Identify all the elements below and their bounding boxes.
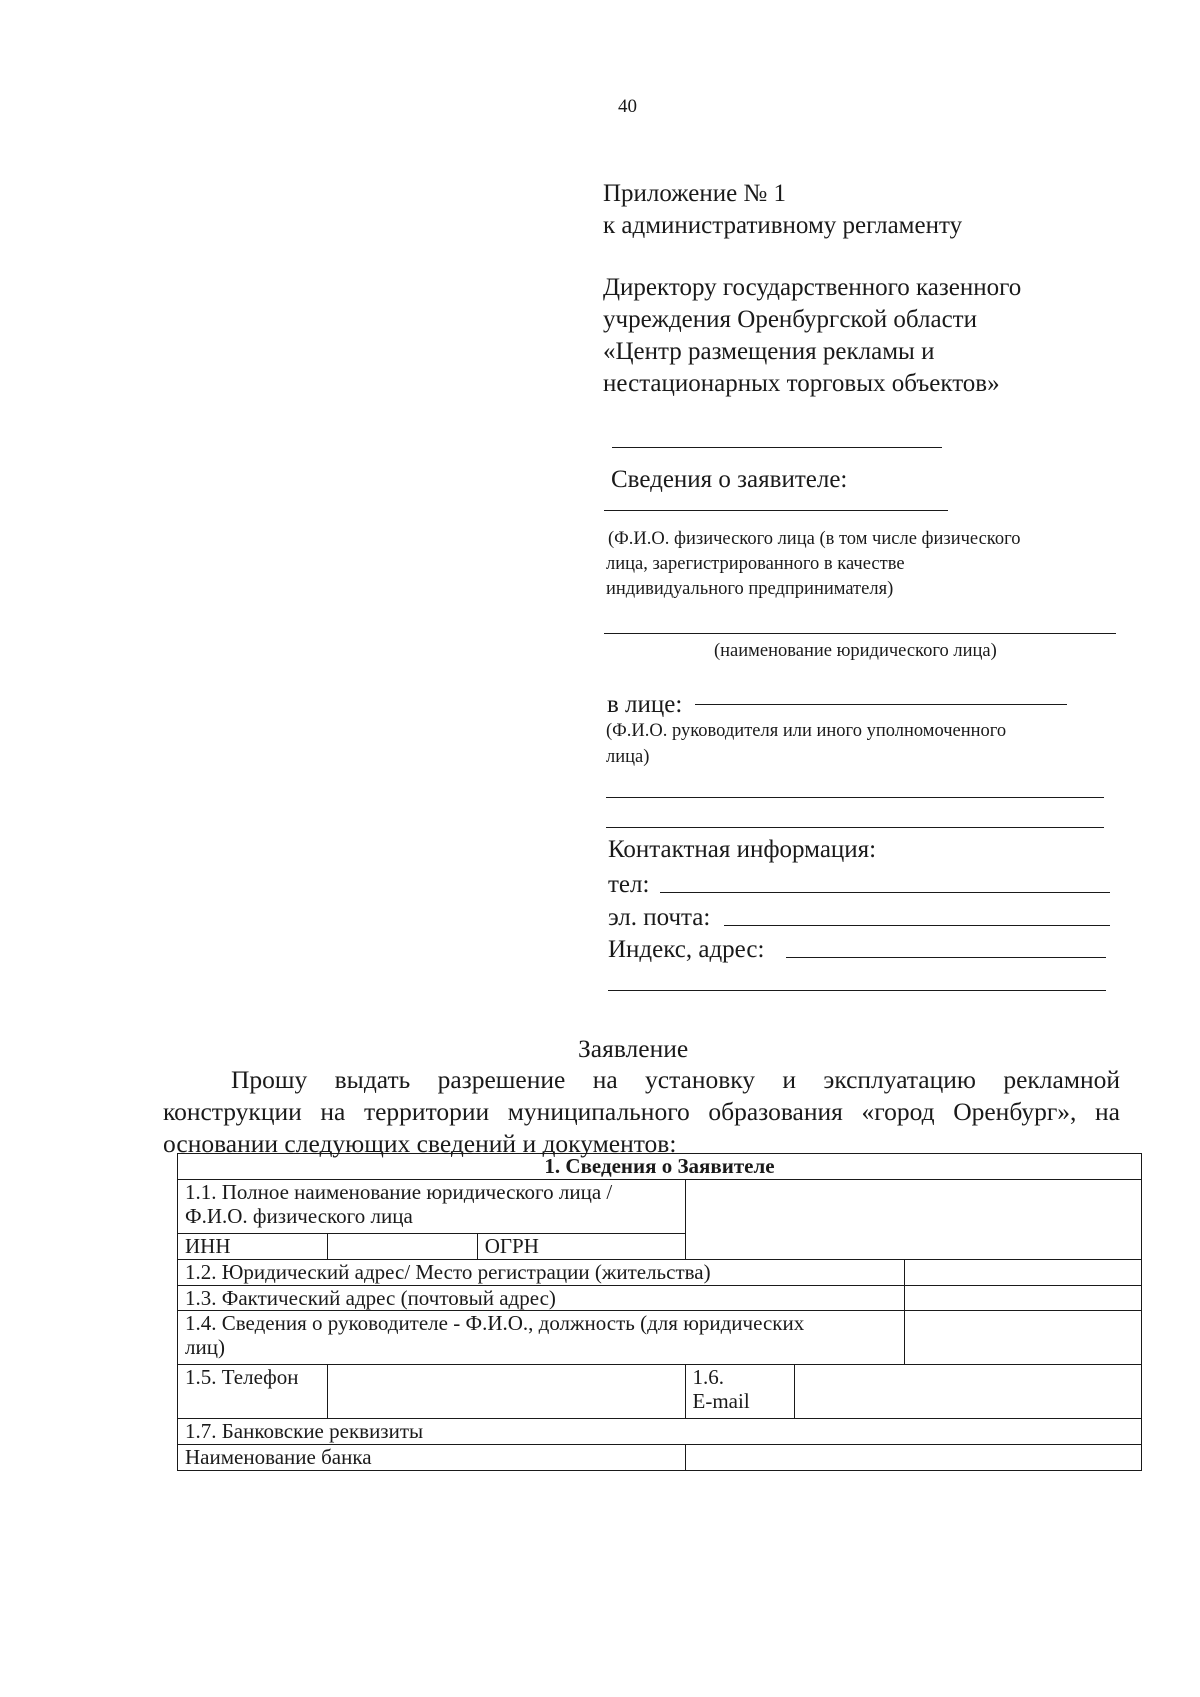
blank-line[interactable]: [604, 633, 1116, 634]
address-label: Индекс, адрес:: [608, 936, 765, 963]
representative-note-line: лица): [606, 747, 650, 767]
statement-line: конструкции на территории муниципального образования «город Оренбург», на: [163, 1097, 1120, 1126]
statement-line: основании следующих сведений и документов:: [163, 1129, 677, 1158]
manager-info-label-line1: 1.4. Сведения о руководителе - Ф.И.О., должность (для юридических: [185, 1311, 805, 1335]
email-table-field[interactable]: [795, 1365, 1142, 1419]
statement-line: Прошу выдать разрешение на установку и эксплуатацию рекламной: [231, 1065, 1120, 1094]
address-field[interactable]: [786, 957, 1106, 958]
statement-title: Заявление: [578, 1034, 689, 1063]
phone-label: тел:: [608, 871, 650, 898]
phone-table-label: 1.5. Телефон: [178, 1365, 328, 1419]
addressee-line: учреждения Оренбургской области: [603, 306, 977, 333]
email-label: эл. почта:: [608, 904, 711, 931]
email-table-num: 1.6.: [692, 1365, 725, 1389]
legal-entity-note: (наименование юридического лица): [714, 641, 997, 661]
addressee-line: Директору государственного казенного: [603, 274, 1022, 301]
person-note-line: (Ф.И.О. физического лица (в том числе физического: [608, 529, 1021, 549]
representative-note-line: (Ф.И.О. руководителя или иного уполномоченного: [606, 721, 1007, 741]
phone-table-field[interactable]: [327, 1365, 685, 1419]
representative-field[interactable]: [695, 704, 1067, 705]
actual-address-label: 1.3. Фактический адрес (почтовый адрес): [178, 1286, 905, 1311]
applicant-heading: Сведения о заявителе:: [611, 466, 848, 493]
section-title: 1. Сведения о Заявителе: [178, 1154, 1142, 1180]
manager-info-label-line2: лиц): [185, 1335, 225, 1359]
bank-details-label: 1.7. Банковские реквизиты: [178, 1419, 1142, 1445]
phone-field[interactable]: [660, 892, 1110, 893]
ogrn-label: ОГРН: [477, 1234, 685, 1260]
applicant-info-table: [177, 1153, 1142, 1471]
full-name-label: [178, 1180, 686, 1234]
person-note-line: лица, зарегистрированного в качестве: [606, 554, 905, 574]
person-note-line: индивидуального предпринимателя): [606, 579, 894, 599]
email-table-text: E-mail: [692, 1389, 750, 1413]
manager-info-label: [178, 1311, 905, 1365]
addressee-line: «Центр размещения рекламы и: [603, 338, 935, 365]
full-name-label-line2: Ф.И.О. физического лица: [185, 1204, 413, 1228]
blank-line[interactable]: [612, 447, 942, 448]
full-name-label-line1: 1.1. Полное наименование юридического лица /: [185, 1180, 613, 1204]
addressee-line: нестационарных торговых объектов»: [603, 370, 1000, 397]
appendix-title: Приложение № 1: [603, 180, 787, 207]
address-field-2[interactable]: [608, 990, 1106, 991]
page-number: 40: [618, 96, 637, 117]
inn-label: ИНН: [178, 1234, 328, 1260]
bank-name-field[interactable]: [685, 1445, 1141, 1471]
email-table-label: [685, 1365, 795, 1419]
bank-name-label: Наименование банка: [178, 1445, 686, 1471]
represented-by-label: в лице:: [607, 691, 683, 718]
contacts-heading: Контактная информация:: [608, 836, 877, 863]
actual-address-field[interactable]: [905, 1286, 1142, 1311]
legal-address-label: 1.2. Юридический адрес/ Место регистрации (жительства): [178, 1260, 905, 1286]
blank-line[interactable]: [606, 797, 1104, 798]
legal-address-field[interactable]: [905, 1260, 1142, 1286]
blank-line[interactable]: [604, 510, 948, 511]
blank-line[interactable]: [606, 827, 1104, 828]
inn-field[interactable]: [327, 1234, 477, 1260]
appendix-subtitle: к административному регламенту: [603, 212, 963, 239]
full-name-field[interactable]: [685, 1180, 1141, 1260]
email-field[interactable]: [724, 925, 1110, 926]
manager-info-field[interactable]: [905, 1311, 1142, 1365]
